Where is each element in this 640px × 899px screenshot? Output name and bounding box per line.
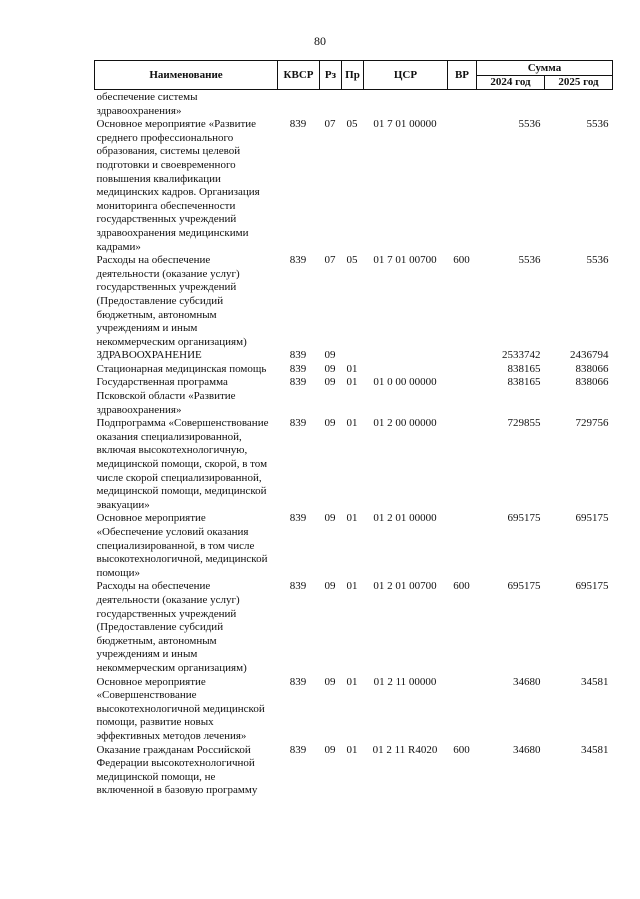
row-amount-2025: 838066	[575, 376, 609, 389]
row-csr: 01 0 00 00000	[373, 376, 437, 389]
row-rz: 09	[324, 362, 336, 375]
table-row	[95, 417, 613, 512]
row-pr	[342, 90, 364, 119]
row-rz	[320, 90, 342, 119]
table-row	[95, 254, 613, 349]
row-amount-2025: 695175	[575, 580, 609, 593]
row-csr: 01 7 01 00700	[373, 254, 437, 267]
row-amount-2024: 838165	[507, 376, 541, 389]
row-name: Основное мероприятие «Обеспечение условий оказания специализированной, в том числе высокотехнологичной, медицинской помощи»	[96, 512, 268, 579]
row-rz: 09	[324, 417, 336, 430]
row-kvsr: 839	[289, 254, 307, 267]
row-pr	[342, 349, 364, 363]
row-rz: 09	[324, 743, 336, 756]
row-vr	[448, 90, 477, 119]
row-amount-2025: 729756	[575, 417, 609, 430]
row-kvsr: 839	[289, 362, 307, 375]
row-pr: 01	[346, 376, 358, 389]
row-rz: 07	[324, 118, 336, 131]
row-pr: 01	[346, 512, 358, 525]
row-vr	[448, 363, 477, 377]
table-row	[95, 512, 613, 580]
table-row	[95, 90, 613, 119]
row-amount-2025: 5536	[586, 118, 609, 131]
row-csr: 01 7 01 00000	[373, 118, 437, 131]
row-pr: 01	[346, 417, 358, 430]
row-vr	[448, 676, 477, 744]
budget-table	[94, 60, 613, 798]
row-csr: 01 2 01 00700	[373, 580, 437, 593]
row-amount-2025: 5536	[586, 254, 609, 267]
row-amount-2024: 2533742	[502, 349, 541, 362]
row-kvsr: 839	[289, 512, 307, 525]
row-vr	[448, 118, 477, 254]
row-kvsr: 839	[289, 675, 307, 688]
row-amount-2025: 2436794	[570, 349, 609, 362]
row-name: Стационарная медицинская помощь	[96, 362, 267, 375]
row-vr	[448, 376, 477, 417]
table-row	[95, 744, 613, 798]
row-rz: 09	[324, 349, 336, 362]
row-csr	[364, 363, 448, 377]
row-amount-2024: 729855	[507, 417, 541, 430]
row-amount-2024: 5536	[518, 118, 541, 131]
row-name: Оказание гражданам Российской Федерации высокотехнологичной медицинской помощи, не включенной в базовую программу	[96, 743, 258, 797]
row-pr: 01	[346, 362, 358, 375]
row-rz: 07	[324, 254, 336, 267]
row-kvsr: 839	[289, 580, 307, 593]
row-name: Расходы на обеспечение деятельности (оказание услуг) государственных учреждений (Предоставление субсидий бюджетным, автономным учреждениям и иным некоммерческим организациям)	[96, 580, 247, 674]
row-pr: 01	[346, 675, 358, 688]
row-amount-2024: 34680	[513, 743, 541, 756]
row-pr: 01	[346, 743, 358, 756]
header-kvsr: КВСР	[278, 61, 320, 90]
row-kvsr: 839	[289, 417, 307, 430]
row-amount-2024: 5536	[518, 254, 541, 267]
row-name: Расходы на обеспечение деятельности (оказание услуг) государственных учреждений (Предоставление субсидий бюджетным, автономным учреждениям и иным некоммерческим организациям)	[96, 254, 247, 348]
table-row	[95, 118, 613, 254]
row-amount-2024: 34680	[513, 675, 541, 688]
row-vr	[448, 417, 477, 512]
row-kvsr: 839	[289, 349, 307, 362]
row-vr	[448, 349, 477, 363]
table-row	[95, 363, 613, 377]
row-pr: 01	[346, 580, 358, 593]
row-name: Подпрограмма «Совершенствование оказания специализированной, включая высокотехнологичную, медицинской помощи, скорой, в том числе скорой специализированной, медицинской помощи, медицинской эвакуации»	[96, 417, 269, 511]
header-name: Наименование	[95, 61, 278, 90]
header-year-2025: 2025 год	[545, 75, 613, 90]
header-rz: Рз	[320, 61, 342, 90]
row-kvsr	[278, 90, 320, 119]
row-vr: 600	[453, 743, 470, 756]
row-name: ЗДРАВООХРАНЕНИЕ	[96, 349, 202, 362]
row-rz: 09	[324, 512, 336, 525]
table-row	[95, 676, 613, 744]
header-pr: Пр	[342, 61, 364, 90]
row-csr	[364, 349, 448, 363]
row-kvsr: 839	[289, 376, 307, 389]
table-row	[95, 349, 613, 363]
row-vr: 600	[453, 580, 470, 593]
row-name: Основное мероприятие «Совершенствование высокотехнологичной медицинской помощи, развитие новых эффективных методов лечения»	[96, 675, 265, 742]
header-vr: ВР	[448, 61, 477, 90]
row-vr	[448, 512, 477, 580]
row-amount-2024	[477, 90, 545, 119]
row-amount-2024: 695175	[507, 580, 541, 593]
row-amount-2025: 34581	[581, 743, 609, 756]
header-sum: Сумма	[477, 61, 613, 76]
row-csr: 01 2 01 00000	[373, 512, 437, 525]
row-amount-2025	[545, 90, 613, 119]
row-pr: 05	[346, 254, 358, 267]
row-amount-2025: 838066	[575, 362, 609, 375]
header-csr: ЦСР	[364, 61, 448, 90]
row-name: Государственная программа Псковской области «Развитие здравоохранения»	[96, 376, 236, 416]
row-csr	[364, 90, 448, 119]
row-rz: 09	[324, 580, 336, 593]
row-csr: 01 2 11 00000	[373, 675, 437, 688]
page-number: 80	[314, 34, 326, 48]
row-pr: 05	[346, 118, 358, 131]
row-vr: 600	[453, 254, 470, 267]
row-name: обеспечение системы здравоохранения»	[96, 91, 198, 117]
table-row	[95, 376, 613, 417]
table-row	[95, 580, 613, 675]
row-amount-2025: 695175	[575, 512, 609, 525]
header-year-2024: 2024 год	[477, 75, 545, 90]
row-rz: 09	[324, 675, 336, 688]
row-kvsr: 839	[289, 118, 307, 131]
row-rz: 09	[324, 376, 336, 389]
row-amount-2024: 695175	[507, 512, 541, 525]
row-csr: 01 2 11 R4020	[372, 743, 438, 756]
table-header	[95, 61, 613, 90]
row-amount-2025: 34581	[581, 675, 609, 688]
row-amount-2024: 838165	[507, 362, 541, 375]
row-csr: 01 2 00 00000	[373, 417, 437, 430]
row-kvsr: 839	[289, 743, 307, 756]
table-body	[95, 90, 613, 798]
row-name: Основное мероприятие «Развитие среднего профессионального образования, системы целевой подготовки и своевременного повышения квалификации медицинских кадров. Организация мониторинга обеспеченности государственных учреждений здравоохранения медицинскими кадрами»	[96, 118, 260, 253]
